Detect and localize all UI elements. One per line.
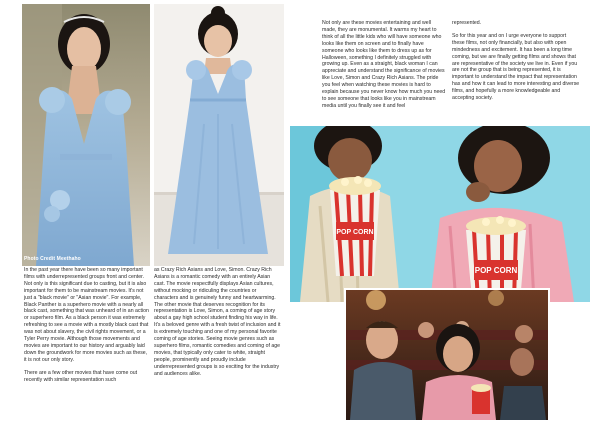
column-2-paragraph-1: as Crazy Rich Asians and Love, Simon. Crazy Rich Asians is a romantic comedy with an entirely Asian cast. The movie respectfully displays Asian cultures, without mocking or ridiculing the countries or characters and is genuinely funny and heartwarming. The other movie that deserves recognition for its representation is Love, Simon, a coming of age story about a gay high school student finding his way in life. It's a beloved genre with a fresh twist of inclusion and it is extremely touching and one of my personal favorite coming of age stories. Seeing movie genres such as superhero films, romantic comedies and coming of age movies, that typically only cater to white, straight people, prominently and proudly include underrepresented groups is so exciting for the industry and audiences alike.: [154, 267, 281, 377]
woman-blue-gown-illustration: [22, 4, 150, 266]
popcorn-box-right-label: POP CORN: [474, 266, 518, 275]
column-4-paragraph-2: So for this year and on I urge everyone to support these films, not only financially, but also with open mindedness and excitement. It has been a long time coming, but we are finally getting films and shows that are representative of the society we live in. Even if you are not the group that is being represented, it is important to understand the impact that representation has and how it can lead to more interesting and diverse films, and hopefully a more knowledgeable and accepting society.: [452, 32, 580, 102]
article-column-1: [24, 267, 149, 390]
photo-credit: Photo Credit Meethaho: [24, 256, 81, 262]
column-3-paragraph-1: Not only are these movies entertaining and well made, they are monumental. It warms my heart to think of all the little kids who will have someone who looks like them on screen and to finally have someone who looks like them to dress up as for Halloween, something I definitely struggled with growing up. Even as a straight, black woman I can appreciate and understand the significance of movies like Love, Simon and Crazy Rich Asians. The pride you feel when watching these movies is hard to explain because you never know how much you need to see someone that looks like you in mainstream media until you finally see it and feel: [322, 20, 446, 109]
article-column-3: [322, 20, 446, 116]
girl-blue-dress-illustration: [154, 4, 284, 266]
column-4-paragraph-1: represented.: [452, 20, 482, 26]
popcorn-girls-illustration: [290, 126, 590, 302]
girl-blue-dress-photo: [154, 4, 284, 266]
column-1-paragraph-2: There are a few other movies that have come out recently with similar representation such: [24, 369, 138, 383]
popcorn-girls-photo: [290, 126, 590, 302]
article-column-4: [452, 20, 580, 108]
theater-audience-illustration: [346, 290, 548, 420]
theater-audience-photo: [344, 288, 550, 422]
woman-blue-gown-photo: [22, 4, 150, 266]
column-1-paragraph-1: In the past year there have been so many important films with underrepresented groups front and center. Not only is this significant due to casting, but it is also important for them to be mainstream movies. It's not just a "black movie" or "Asian movie". For example, Black Panther is a superhero movie with a nearly all black cast, something that was unheard of in an action or superhero film. As a black person it was extremely refreshing to see a movie with a mostly black cast that was not about slavery, the civil rights movement, or a Tyler Perry movie. Although those movements and movies are important to our history and arguably laid down the groundwork for more movies such as these, it is not our only story.: [24, 267, 149, 363]
popcorn-box-left-label: POP CORN: [336, 229, 374, 236]
article-column-2: [154, 267, 282, 384]
popcorn-box-left: [329, 176, 381, 276]
